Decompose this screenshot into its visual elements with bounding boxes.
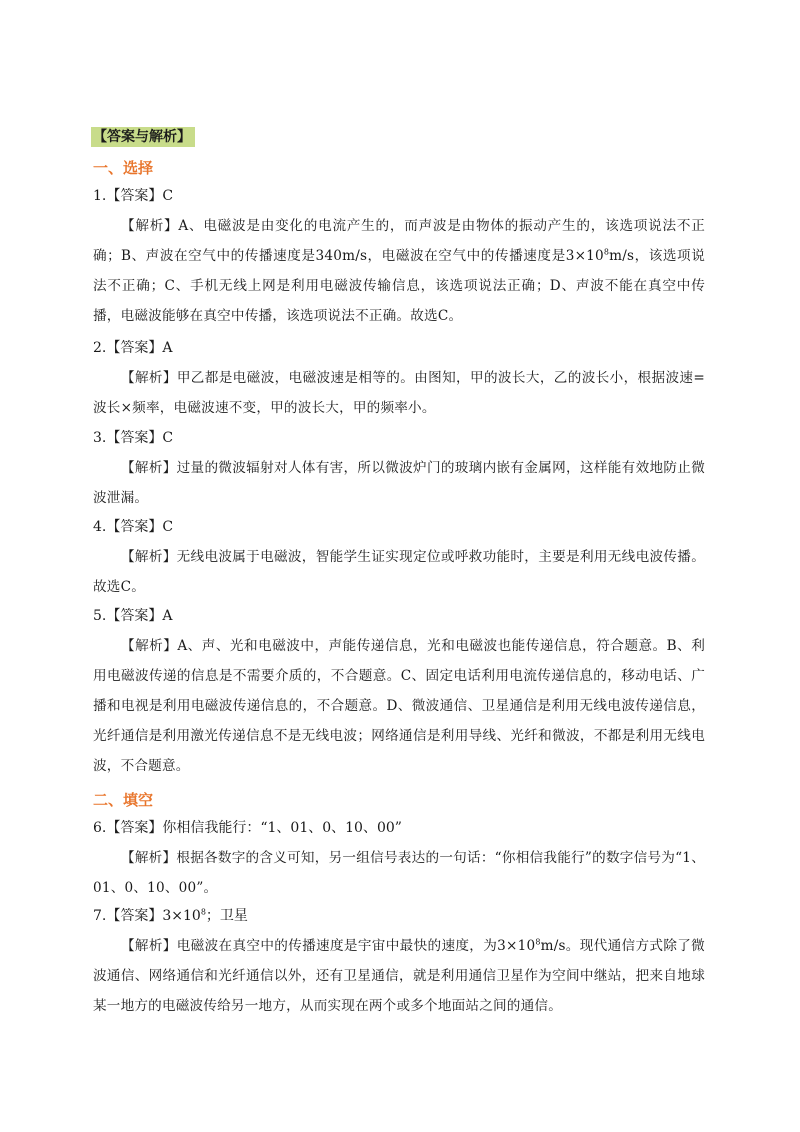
analysis-text-tail: m/s，该选项说法不正确；C、手机无线上网是利用电磁波传输信息，该选项说法正确；D、声波不能在真空中传播，电磁波能够在真空中传播，该选项说法不正确。故选C。 [93, 248, 706, 324]
question-number: 1. [93, 188, 107, 204]
answer-label: 【答案】 [106, 608, 163, 624]
analysis-text: 电磁波在真空中的传播速度是宇宙中最快的速度，为3×10 [176, 938, 536, 954]
analysis-text: A、声、光和电磁波中，声能传递信息，光和电磁波也能传递信息，符合题意。B、利用电磁波传递的信息是不需要介质的，不合题意。C、固定电话利用电流传递信息的，移动电话、广播和电视是利用电磁波传递信息的，不合题意。D、微波通信、卫星通信是利用无线电波传递信息，光纤通信是利用激光传递信息不是无线电波；网络通信是利用导线、光纤和微波，不都是利用无线电波，不合题意。 [93, 638, 705, 774]
analysis-text: 过量的微波辐射对人体有害，所以微波炉门的玻璃内嵌有金属网，这样能有效地防止微波泄漏。 [93, 460, 705, 506]
answer-value-tail: ；卫星 [205, 908, 248, 924]
question-1-analysis [93, 211, 705, 331]
analysis-label: 【解析】 [121, 549, 177, 565]
question-3-analysis [93, 453, 705, 513]
question-4-answer [93, 517, 173, 537]
analysis-label: 【解析】 [121, 638, 178, 654]
analysis-text: A、电磁波是由变化的电流产生的，而声波是由物体的振动产生的，该选项说法不正确；B、声波在空气中的传播速度是340m/s，电磁波在空气中的传播速度是3×10 [93, 218, 705, 264]
page-title: 【答案与解析】 [91, 127, 195, 147]
question-number: 3. [93, 430, 107, 446]
question-5-analysis [93, 631, 705, 781]
answer-label: 【答案】 [106, 820, 163, 836]
question-1-answer [93, 186, 173, 206]
answer-value: A [162, 340, 173, 356]
exponent: 8 [200, 907, 206, 917]
exponent: 8 [535, 937, 541, 947]
analysis-text: 甲乙都是电磁波，电磁波速是相等的。由图知，甲的波长大，乙的波长小，根据波速=波长×频率，电磁波速不变，甲的波长大，甲的频率小。 [93, 370, 705, 416]
answer-value: C [162, 519, 174, 535]
exponent: 8 [603, 247, 610, 257]
answer-value: 3×10 [162, 908, 201, 924]
question-5-answer [93, 606, 172, 626]
question-3-answer [93, 428, 173, 448]
analysis-label: 【解析】 [121, 218, 179, 234]
question-6-answer [93, 818, 402, 838]
question-2-answer [93, 338, 172, 358]
answer-label: 【答案】 [106, 908, 163, 924]
question-6-analysis [93, 843, 705, 903]
analysis-label: 【解析】 [121, 938, 177, 954]
answer-value: C [162, 430, 174, 446]
answer-label: 【答案】 [106, 340, 163, 356]
answer-label: 【答案】 [106, 188, 163, 204]
question-7-analysis [93, 931, 705, 1021]
question-4-analysis [93, 542, 705, 602]
analysis-text-tail: m/s。现代通信方式除了微波通信、网络通信和光纤通信以外，还有卫星通信，就是利用通信卫星作为空间中继站，把来自地球某一地方的电磁波传给另一地方，从而实现在两个或多个地面站之间的通信。 [93, 938, 705, 1014]
question-number: 6. [93, 820, 107, 836]
question-number: 4. [93, 519, 107, 535]
section-heading-fill: 二、填空 [93, 791, 154, 809]
analysis-label: 【解析】 [121, 460, 177, 476]
section-heading-choice: 一、选择 [93, 159, 154, 177]
question-number: 7. [93, 908, 107, 924]
answer-value: A [162, 608, 173, 624]
analysis-label: 【解析】 [121, 850, 177, 866]
answer-value: 你相信我能行：“1、01、0、10、00” [162, 820, 402, 836]
question-2-analysis [93, 363, 705, 423]
analysis-text: 无线电波属于电磁波，智能学生证实现定位或呼救功能时，主要是利用无线电波传播。故选C。 [93, 549, 705, 595]
question-number: 5. [93, 608, 107, 624]
analysis-label: 【解析】 [121, 370, 177, 386]
question-7-answer [93, 906, 248, 926]
question-number: 2. [93, 340, 107, 356]
analysis-text: 根据各数字的含义可知，另一组信号表达的一句话：“你相信我能行”的数字信号为“1、01、0、10、00”。 [93, 850, 705, 896]
answer-value: C [162, 188, 174, 204]
answer-label: 【答案】 [106, 430, 163, 446]
answer-label: 【答案】 [106, 519, 163, 535]
